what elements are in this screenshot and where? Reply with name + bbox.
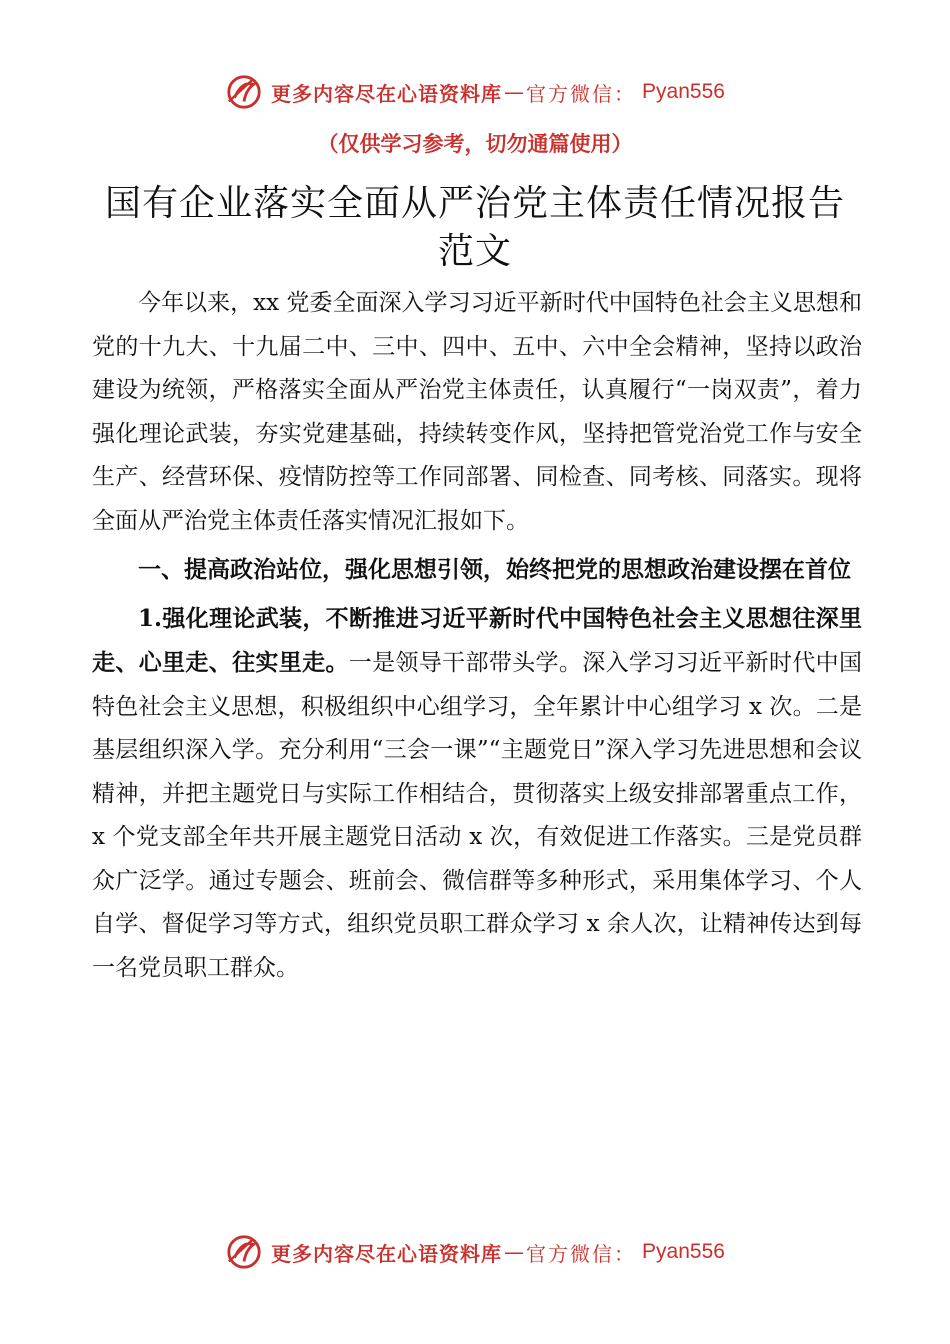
item-body-text: 一是领导干部带头学。深入学习习近平新时代中国特色社会主义思想，积极组织中心组学习，全年累计中心组学习 x 次。二是基层组织深入学。充分利用“三会一课”“主题党日”深入学习先进思想和会议精神，并把主题党日与实际工作相结合，贯彻落实上级安排部署重点工作，x 个党支部全年共开展主题党日活动 x 次，有效促进工作落实。三是党员群众广泛学。通过专题会、班前会、微信群等多种形式，采用集体学习、个人自学、督促学习等方式，组织党员职工群众学习 x 余人次，让精神传达到每一名党员职工群众。 bbox=[92, 650, 862, 981]
item-paragraph bbox=[92, 597, 862, 991]
watermark-wechat-id: Pyan556 bbox=[642, 80, 725, 103]
xinyu-library-logo-icon bbox=[225, 1233, 263, 1271]
header-watermark bbox=[0, 72, 950, 112]
watermark-wechat-label: 官方微信： bbox=[526, 81, 637, 106]
intro-paragraph: 今年以来，xx 党委全面深入学习习近平新时代中国特色社会主义思想和党的十九大、十九届二中、三中、四中、五中、六中全会精神，坚持以政治建设为统领，严格落实全面从严治党主体责任，认真履行“一岗双责”，着力强化理论武装，夯实党建基础，持续转变作风，坚持把管党治党工作与安全生产、经营环保、疫情防控等工作同部署、同检查、同考核、同落实。现将全面从严治党主体责任落实情况汇报如下。 bbox=[92, 290, 862, 534]
watermark-separator: — bbox=[504, 1240, 525, 1264]
watermark-site-text: 更多内容尽在心语资料库 bbox=[271, 81, 503, 106]
watermark-site-text: 更多内容尽在心语资料库 bbox=[271, 1241, 503, 1266]
xinyu-library-logo-icon bbox=[225, 73, 263, 111]
footer-watermark bbox=[0, 1232, 950, 1272]
watermark-separator: — bbox=[504, 80, 525, 104]
document-title: 国有企业落实全面从严治党主体责任情况报告范文 bbox=[104, 183, 845, 272]
usage-notice: （仅供学习参考，切勿通篇使用） bbox=[317, 132, 633, 156]
watermark-wechat-id: Pyan556 bbox=[642, 1240, 725, 1263]
watermark-wechat-label: 官方微信： bbox=[526, 1241, 637, 1266]
section-heading: 一、提高政治站位，强化思想引领，始终把党的思想政治建设摆在首位 bbox=[138, 557, 851, 583]
item-lead-text: 1.强化理论武装，不断推进习近平新时代中国特色社会主义思想往深里走、心里走、往实里走。 bbox=[92, 604, 862, 676]
document-body bbox=[92, 282, 862, 990]
